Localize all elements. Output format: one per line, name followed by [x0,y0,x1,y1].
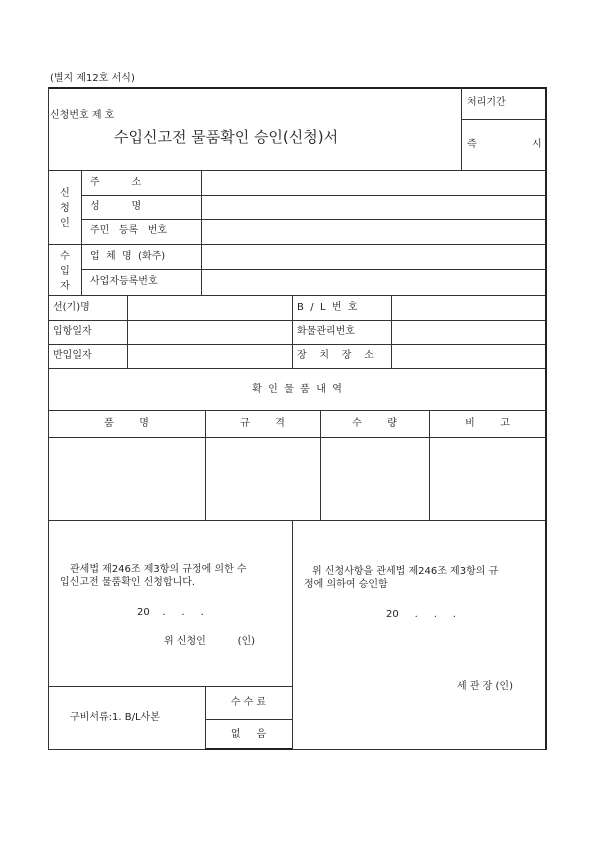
applicant-address-field[interactable] [203,172,544,193]
importer-group-label-3: 자 [60,281,70,292]
application-date: 20 . . . [137,607,204,618]
storage-location-label: 장 치 장 소 [297,350,374,361]
cargo-management-number-label: 화물관리번호 [297,326,355,337]
importer-bizno-label: 사업자등록번호 [90,276,158,287]
applicant-group-label-1: 신 [60,188,70,199]
importer-bizno-field[interactable] [203,271,544,294]
fee-label: 수 수 료 [230,697,267,708]
vessel-name-field[interactable] [129,297,291,319]
applicant-name-field[interactable] [203,197,544,218]
goods-col-item-name: 품 명 [104,418,149,429]
approval-date: 20 . . . [386,609,456,620]
form-reference: (별지 제12호 서식) [50,73,135,84]
fee-value: 없 음 [230,729,267,740]
import-date-field[interactable] [129,346,291,367]
import-date-label: 반입일자 [53,350,92,361]
importer-company-label: 업 체 명 (화주) [90,251,166,262]
importer-company-field[interactable] [203,246,544,268]
applicant-group-label-2: 청 [60,203,70,214]
application-text-line2: 입신고전 물품확인 신청합니다. [60,577,196,588]
applicant-group-label-3: 인 [60,218,70,229]
processing-period-value-b: 시 [532,139,542,150]
bl-number-label: B / L 번 호 [297,302,358,313]
storage-location-field[interactable] [393,346,544,367]
goods-col-quantity: 수 량 [352,418,397,429]
vessel-name-label: 선(기)명 [53,302,90,313]
applicant-signature: 위 신청인 (인) [164,636,256,647]
goods-col-spec: 규 격 [240,418,285,429]
form-title: 수입신고전 물품확인 승인(신청)서 [114,128,339,146]
application-text-line1: 관세법 제246조 제3항의 규정에 의한 수 [70,564,247,575]
approval-text-line2: 정에 의하여 승인함 [304,579,388,590]
importer-group-label-2: 입 [60,266,70,277]
processing-period-value-a: 즉 [467,139,477,150]
goods-spec-cell[interactable] [207,439,319,519]
arrival-date-field[interactable] [129,322,291,343]
goods-section-title: 확 인 물 품 내 역 [252,384,342,395]
goods-item-name-cell[interactable] [50,439,204,519]
applicant-name-label: 성 명 [90,201,142,212]
processing-period-label: 처리기간 [467,97,506,108]
goods-remarks-cell[interactable] [431,439,544,519]
customs-chief-signature: 세 관 장 (인) [457,681,513,692]
importer-group-label-1: 수 [60,251,70,262]
cargo-number-field[interactable] [393,322,544,343]
goods-col-remarks: 비 고 [465,418,510,429]
applicant-rrn-label: 주민 등록 번호 [90,225,168,236]
bl-number-field[interactable] [393,297,544,319]
required-documents: 구비서류:1. B/L사본 [70,712,160,723]
applicant-address-label: 주 소 [90,177,142,188]
applicant-rrn-field[interactable] [203,221,544,243]
approval-text-line1: 위 신청사항을 관세법 제246조 제3항의 규 [312,566,499,577]
application-number: 신청번호 제 호 [50,110,115,121]
goods-quantity-cell[interactable] [322,439,428,519]
arrival-date-label: 입항일자 [53,326,92,337]
